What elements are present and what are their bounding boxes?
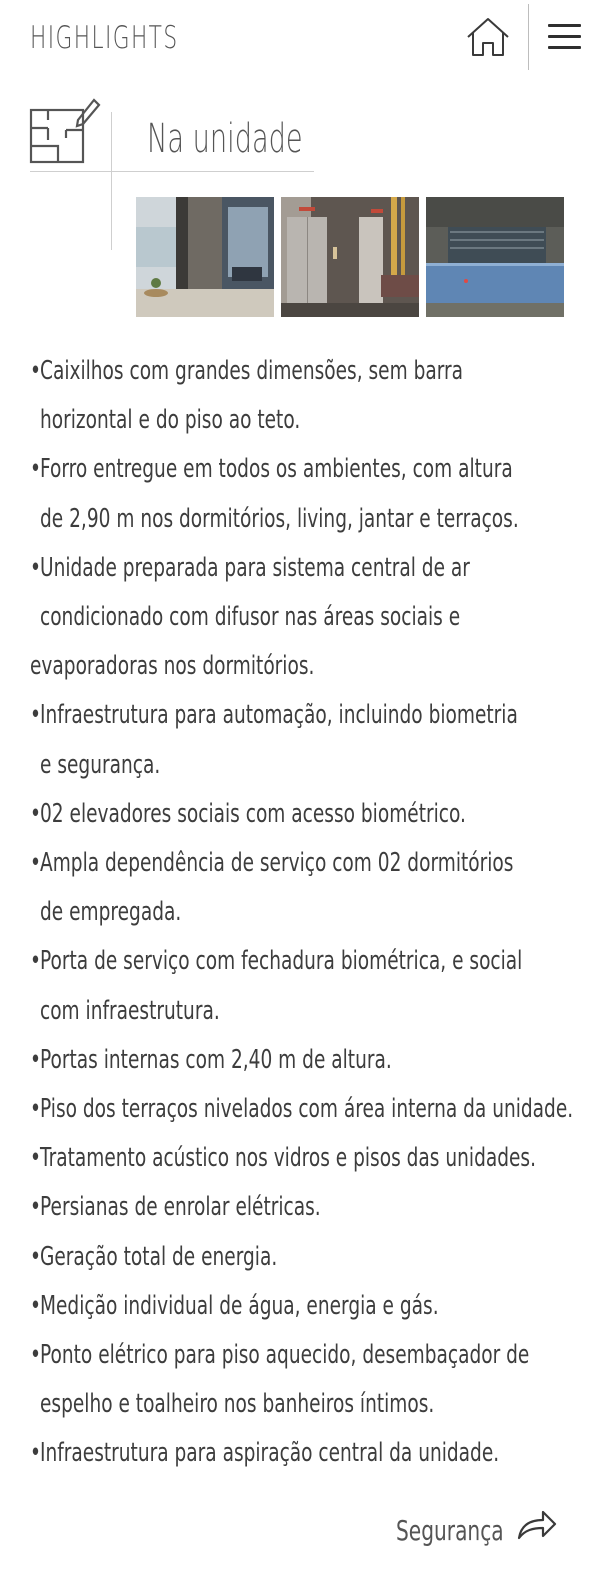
share-forward-arrow-icon xyxy=(517,1508,557,1544)
feature-list xyxy=(30,347,575,1479)
section-title: Na unidade xyxy=(147,116,303,162)
header-divider xyxy=(528,4,529,70)
list-item: •02 elevadores sociais com acesso biométrico. xyxy=(30,798,466,829)
list-item: evaporadoras nos dormitórios. xyxy=(30,651,315,682)
list-item: condicionado com difusor nas áreas sociais e xyxy=(39,602,461,633)
list-item: •Persianas de enrolar elétricas. xyxy=(30,1192,321,1223)
gallery-image-elevator-lobby[interactable] xyxy=(281,197,419,317)
list-item: •Portas internas com 2,40 m de altura. xyxy=(30,1044,392,1075)
next-section-link[interactable] xyxy=(396,1508,566,1554)
list-item: •Caixilhos com grandes dimensões, sem barra xyxy=(30,356,464,386)
list-item: •Unidade preparada para sistema central de ar xyxy=(30,552,470,583)
section-divider-vertical xyxy=(111,112,112,250)
hamburger-menu-icon[interactable] xyxy=(548,24,581,52)
list-item: e segurança. xyxy=(39,749,161,780)
list-item: •Porta de serviço com fechadura biométrica, e social xyxy=(30,946,523,977)
list-item: •Medição individual de água, energia e gás. xyxy=(30,1290,439,1321)
list-item: espelho e toalheiro nos banheiros íntimos. xyxy=(39,1389,435,1420)
list-item: •Ampla dependência de serviço com 02 dormitórios xyxy=(30,848,514,879)
list-item: •Tratamento acústico nos vidros e pisos das unidades. xyxy=(30,1143,537,1174)
list-item: •Infraestrutura para aspiração central da unidade. xyxy=(30,1438,500,1469)
list-item: de 2,90 m nos dormitórios, living, jantar e terraços. xyxy=(39,503,519,534)
gallery-image-balcony[interactable] xyxy=(426,197,564,317)
list-item: de empregada. xyxy=(39,897,182,928)
top-header xyxy=(0,0,605,78)
list-item: com infraestrutura. xyxy=(39,995,220,1026)
brand-title: HIGHLIGHTS xyxy=(30,20,179,56)
next-section-label: Segurança xyxy=(396,1514,504,1547)
list-item: •Geração total de energia. xyxy=(30,1241,278,1272)
image-gallery xyxy=(136,197,564,317)
list-item: •Piso dos terraços nivelados com área interna da unidade. xyxy=(30,1094,574,1125)
menu-bar xyxy=(548,35,581,38)
floor-plan-edit-icon xyxy=(28,94,102,164)
list-item: •Infraestrutura para automação, incluindo biometria xyxy=(30,700,518,731)
home-icon[interactable] xyxy=(466,16,510,58)
menu-bar xyxy=(548,46,581,49)
list-item: horizontal e do piso ao teto. xyxy=(39,405,301,436)
gallery-image-living-room[interactable] xyxy=(136,197,274,317)
list-item: •Forro entregue em todos os ambientes, com altura xyxy=(30,454,513,485)
list-item: •Ponto elétrico para piso aquecido, desembaçador de xyxy=(30,1340,530,1371)
section-divider-horizontal xyxy=(30,171,314,172)
menu-bar xyxy=(548,24,581,27)
